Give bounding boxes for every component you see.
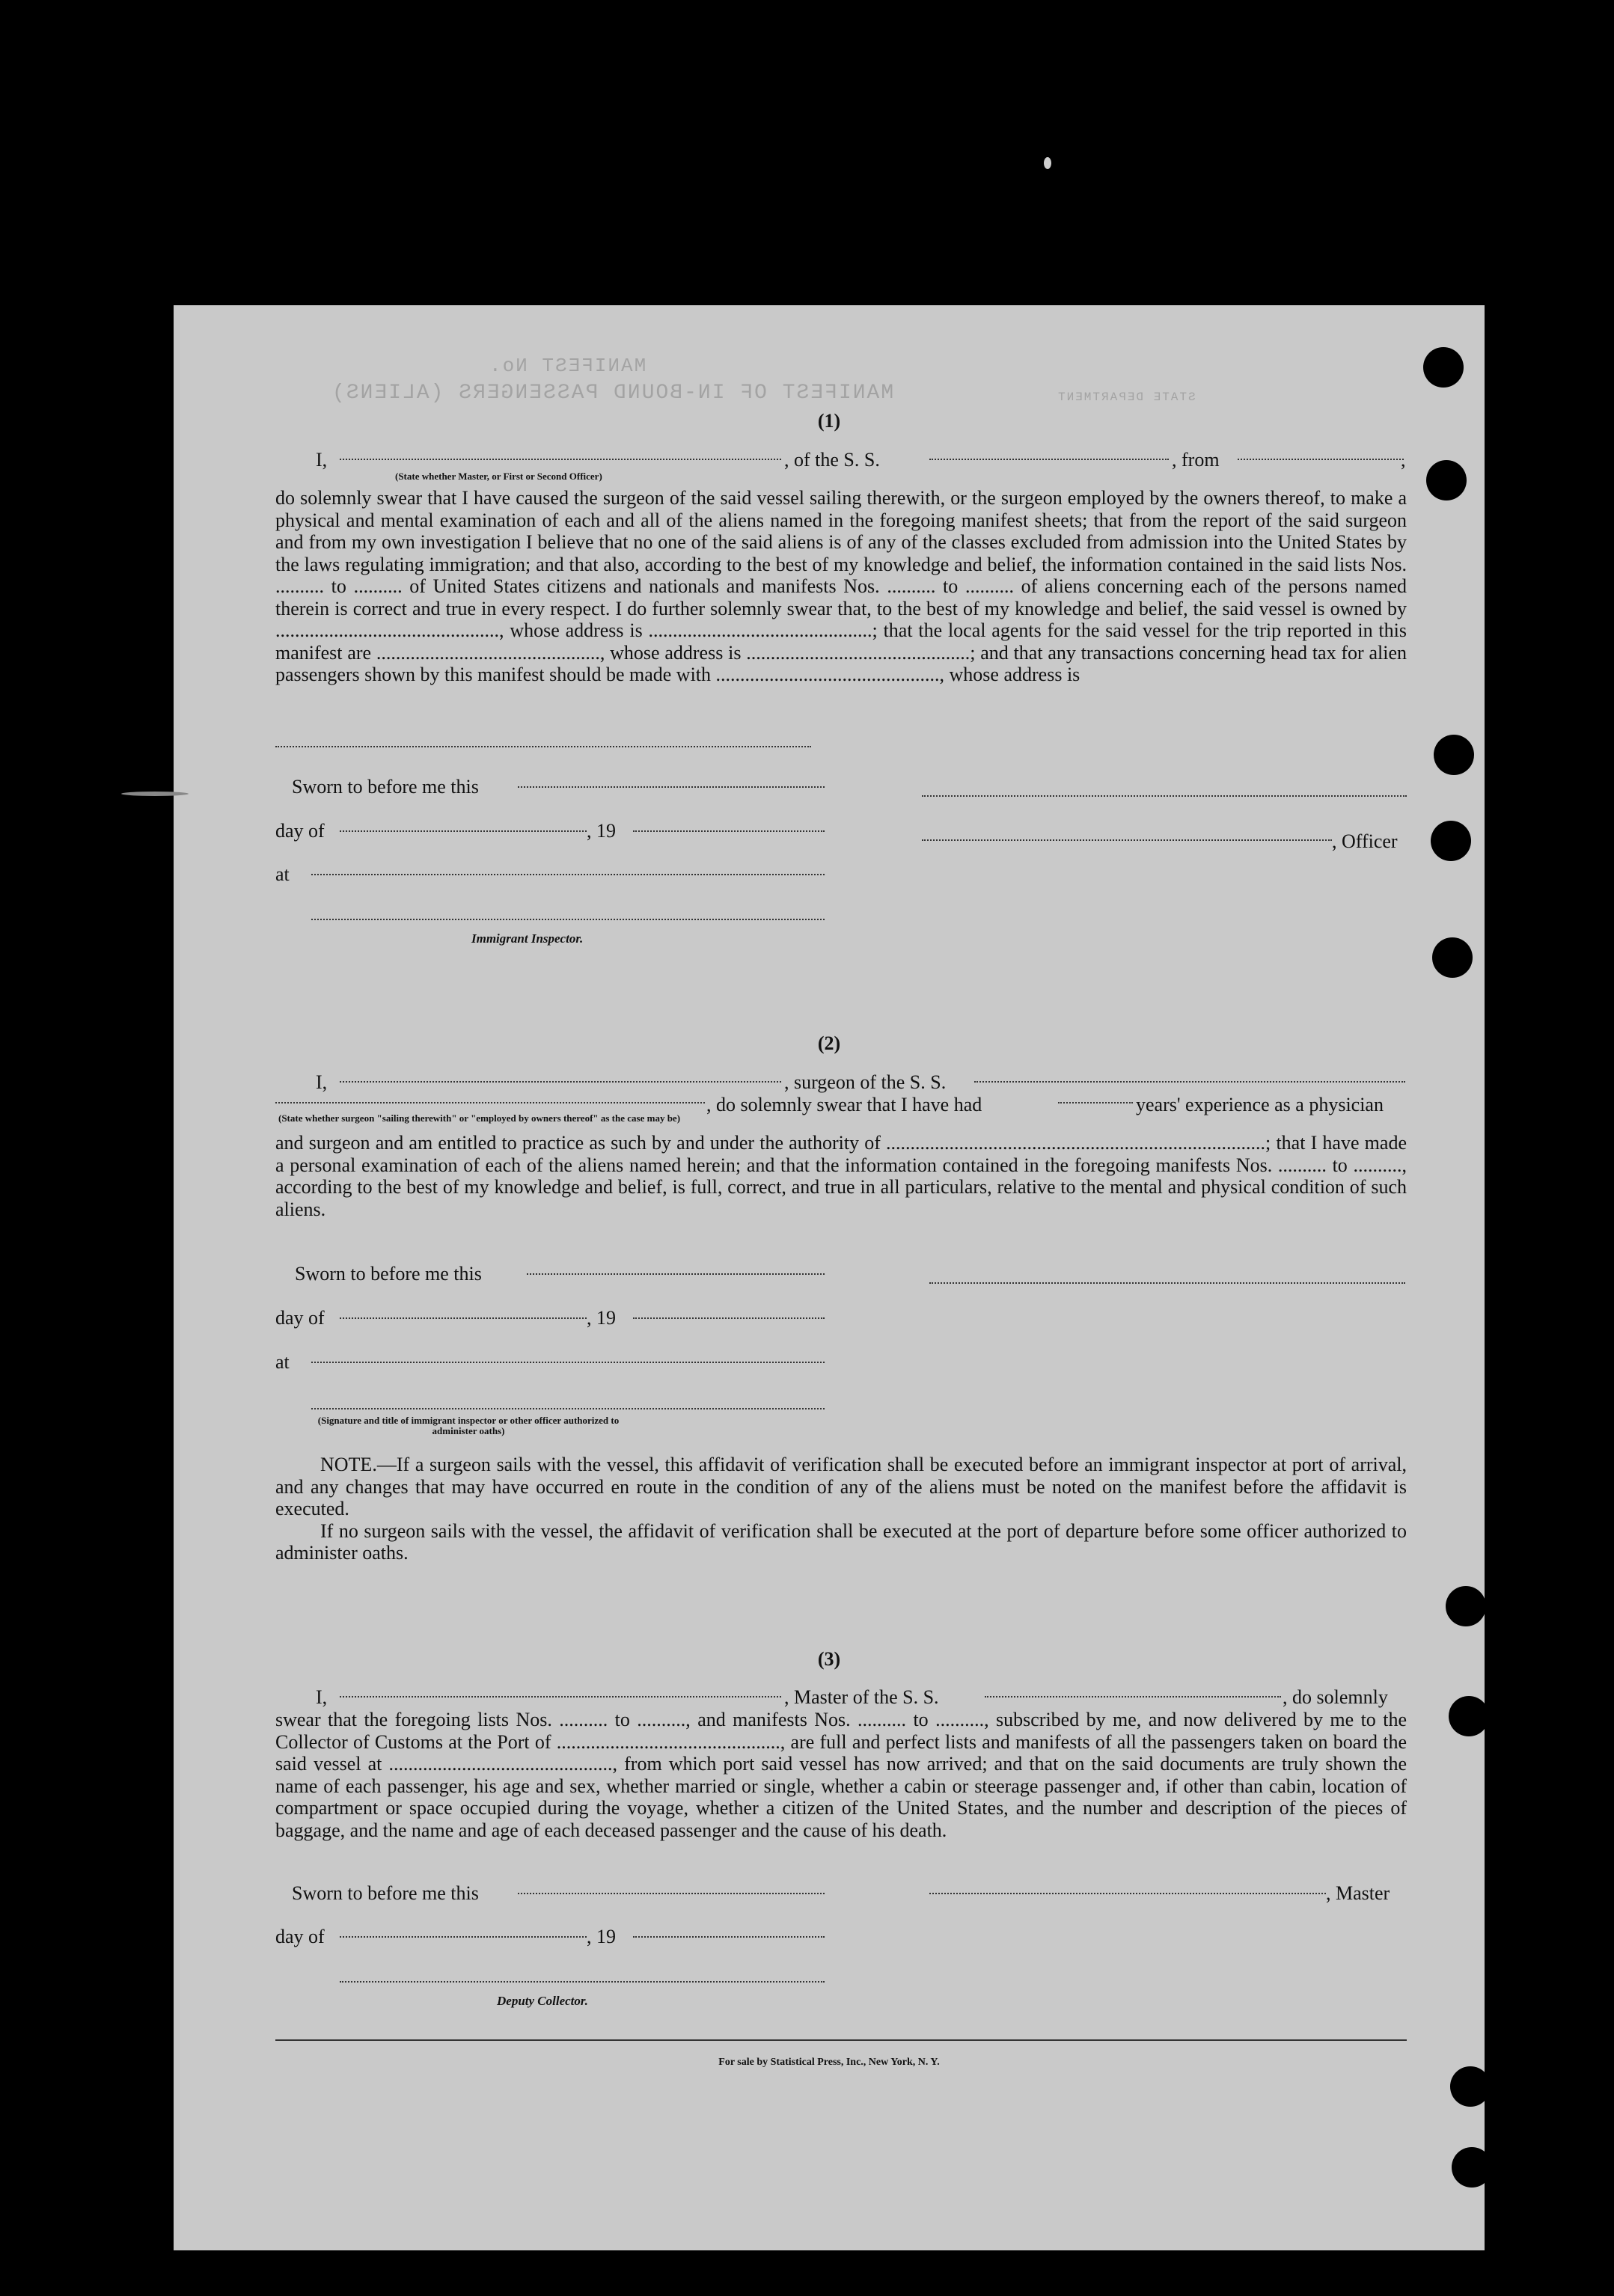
section1-i: I, — [316, 449, 328, 471]
section1-ss-blank — [929, 459, 1169, 460]
section3-i: I, — [316, 1686, 328, 1708]
punch-hole — [1449, 1696, 1489, 1736]
section3-sworn-blank — [518, 1893, 825, 1894]
section1-comma: , — [1401, 449, 1406, 471]
section2-sworn: Sworn to before me this — [295, 1263, 482, 1285]
ghost-top-fragment: STATE DEPARTMENT — [1057, 391, 1196, 404]
section2-name-blank — [340, 1081, 781, 1083]
section1-caption-master: (State whether Master, or First or Second Officer) — [395, 471, 602, 482]
section2-day-of: day of — [275, 1307, 325, 1329]
section2-at-blank — [311, 1362, 825, 1363]
section1-sworn-blank — [518, 786, 825, 788]
footer-printer: For sale by Statistical Press, Inc., New York, N. Y. — [718, 2057, 940, 2068]
punch-hole — [1452, 2147, 1492, 2188]
section3-deputy-line — [340, 1981, 825, 1983]
section2-ss-blank — [974, 1081, 1405, 1083]
section1-from: , from — [1172, 449, 1220, 471]
section1-officer: , Officer — [1332, 830, 1398, 852]
section2-year-blank — [633, 1317, 825, 1319]
section3-master-of: , Master of the S. S. — [784, 1686, 939, 1708]
footer-rule — [275, 2039, 1407, 2041]
section3-paragraph: swear that the foregoing lists Nos. .......... to .........., and manifests Nos. .......... to .........., subscribed by me, and now delivered by me to the Collector of Customs at the Port of .............................................., are full and perfect lists and manifests of all the passengers taken on board the said vessel at .............................................., from which port said vessel has now arrived; and that on the said documents are truly shown the name of each passenger, his age and sex, whether married or single, whether a cabin or steerage passenger and, if other than cabin, location of compartment or space occupied during the voyage, whether a citizen of the United States, and the number and description of the pieces of baggage, and the name and age of each deceased passenger and the cause of his death. — [275, 1709, 1407, 1841]
section1-inspector-line — [311, 919, 825, 920]
section3-name-blank — [340, 1696, 781, 1697]
section1-name-blank — [340, 459, 781, 460]
section3-ss-blank — [985, 1696, 1281, 1697]
section1-trailing-blank — [275, 746, 811, 747]
punch-hole — [1434, 735, 1474, 775]
section2-years-blank — [1058, 1102, 1133, 1103]
section2-paragraph: and surgeon and am entitled to practice as such by and under the authority of ..............................................................................; that I have made a personal examination of each of the aliens named herein; and that the information contained in the foregoing manifests Nos. .......... to .........., according to the best of my knowledge and belief, is full, correct, and true in all particulars, relative to the mental and physical condition of such aliens. — [275, 1132, 1407, 1220]
section3-master: , Master — [1326, 1882, 1390, 1904]
punch-hole — [1426, 460, 1467, 500]
punch-hole — [1431, 821, 1471, 861]
ghost-title: MANIFEST OF IN-BOUND PASSENGERS (ALIENS) — [331, 382, 894, 405]
section2-note-2: If no surgeon sails with the vessel, the affidavit of verification shall be executed at the port of departure before some officer authorized to administer oaths. — [275, 1519, 1407, 1564]
section1-of-ss: , of the S. S. — [784, 449, 880, 471]
section2-type-blank — [275, 1102, 705, 1103]
section2-signature-line — [311, 1408, 825, 1409]
section3-year: , 19 — [587, 1926, 616, 1947]
section2-day-blank — [340, 1317, 587, 1319]
dust-speck — [1044, 157, 1051, 169]
section3-year-blank — [633, 1936, 825, 1938]
section2-caption-signature: (Signature and title of immigrant inspector or other officer authorized to administer oaths) — [317, 1415, 620, 1436]
section1-year: , 19 — [587, 820, 616, 842]
section1-day-of: day of — [275, 820, 325, 842]
punch-hole — [1450, 2066, 1491, 2107]
section3-number: (3) — [817, 1648, 841, 1670]
section1-year-blank — [633, 830, 825, 832]
section2-year: , 19 — [587, 1307, 616, 1329]
section3-swear: , do solemnly — [1283, 1686, 1388, 1708]
section2-sworn-blank — [527, 1273, 825, 1275]
section2-sign-blank — [929, 1282, 1405, 1284]
section1-at: at — [275, 863, 290, 885]
punch-hole — [1423, 347, 1464, 388]
section1-day-blank — [340, 830, 587, 832]
section2-note — [275, 1454, 1407, 1564]
punch-hole — [1432, 937, 1473, 978]
section1-inspector: Immigrant Inspector. — [471, 931, 584, 946]
section3-master-blank — [929, 1893, 1326, 1894]
section2-years: years' experience as a physician — [1136, 1094, 1384, 1115]
section2-note-1: NOTE.—If a surgeon sails with the vessel, this affidavit of verification shall be executed before an immigrant inspector at port of arrival, and any changes that may have occurred en route in the condition of any of the aliens must be noted on the manifest before the affidavit is executed. — [275, 1454, 1407, 1519]
ghost-manifest-no: MANIFEST No. — [488, 355, 646, 377]
section3-day-blank — [340, 1936, 587, 1938]
section1-paragraph: do solemnly swear that I have caused the surgeon of the said vessel sailing therewith, or the surgeon employed by the owners thereof, to make a physical and mental examination of each and all of the aliens named in the foregoing manifest sheets; that from the report of the said surgeon and from my own investigation I believe that no one of the said aliens is of any of the classes excluded from admission into the United States by the laws regulating immigration; and that also, according to the best of my knowledge and belief, the information contained in the said lists Nos. .......... to .......... of United States citizens and nationals and manifests Nos. .......... to .......... of aliens concerning each of the persons named therein is correct and true in every respect. I do further solemnly swear that, to the best of my knowledge and belief, the said vessel is owned by .............................................., whose address is ..............................................; that the local agents for the said vessel for the trip reported in this manifest are .............................................., whose address is ..............................................; and that any transactions concerning head tax for alien passengers shown by this manifest should be made with .............................................., whose address is — [275, 487, 1407, 685]
section2-at: at — [275, 1351, 290, 1373]
document-page — [174, 305, 1485, 2250]
section2-caption-surgeon: (State whether surgeon "sailing therewith" or "employed by owners thereof" as the case may be) — [278, 1112, 681, 1124]
section2-i: I, — [316, 1071, 328, 1093]
section2-swear: , do solemnly swear that I have had — [706, 1094, 982, 1115]
section1-number: (1) — [817, 410, 841, 432]
section1-officer-line1 — [922, 795, 1407, 797]
scan-artifact — [121, 792, 189, 796]
section1-at-blank — [311, 874, 825, 875]
section1-sworn: Sworn to before me this — [292, 776, 479, 798]
section1-from-blank — [1238, 459, 1404, 460]
section2-surgeon: , surgeon of the S. S. — [784, 1071, 947, 1093]
punch-hole — [1446, 1586, 1486, 1626]
section3-deputy: Deputy Collector. — [497, 1994, 588, 2008]
section1-officer-line2 — [922, 839, 1332, 841]
section3-sworn: Sworn to before me this — [292, 1882, 479, 1904]
section3-day-of: day of — [275, 1926, 325, 1947]
section2-number: (2) — [817, 1032, 841, 1054]
